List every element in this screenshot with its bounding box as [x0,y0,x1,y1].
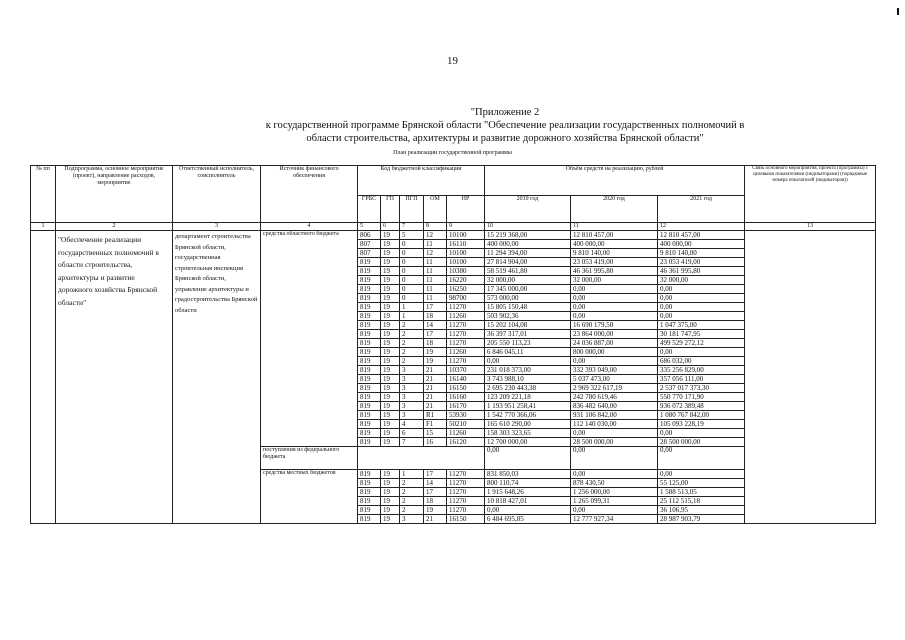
cell-np: 16150 [447,384,485,393]
cell-np: 11270 [447,339,485,348]
cell-y2021: 23 053 419,00 [658,258,745,267]
col-number: 9 [447,223,485,231]
cell-om: 18 [424,312,447,321]
cell-np: 11270 [447,321,485,330]
cell-om: 14 [424,321,447,330]
cell-y2021: 550 770 171,90 [658,393,745,402]
cell-y2019: 231 018 373,00 [485,366,571,375]
cell-y2019: 27 814 904,00 [485,258,571,267]
cell-y2020: 836 482 640,00 [571,402,658,411]
cell-om: 11 [424,267,447,276]
cell-y2019: 12 700 000,00 [485,438,571,447]
cell-grbs: 819 [358,285,381,294]
cell-y2020: 12 777 927,34 [571,515,658,524]
cell-gp: 19 [381,402,400,411]
col-header-2019: 2019 год [485,196,571,223]
cell-y2020: 0,00 [571,285,658,294]
cell-y2020: 400 000,00 [571,240,658,249]
cell-grbs: 819 [358,357,381,366]
cell-y2020: 12 810 457,00 [571,231,658,240]
cell-grbs: 807 [358,240,381,249]
col-header-2020: 2020 год [571,196,658,223]
cell-gp: 19 [381,249,400,258]
cell-gp: 19 [381,411,400,420]
cell-grbs: 819 [358,488,381,497]
cell-gp: 19 [381,470,400,479]
cell-om: 21 [424,384,447,393]
cell-np: 11260 [447,312,485,321]
cell-grbs: 819 [358,515,381,524]
cell-pgp: 3 [400,515,424,524]
cell-grbs: 819 [358,497,381,506]
cell-y2021: 9 810 140,00 [658,249,745,258]
cell-pgp: 0 [400,249,424,258]
cell-om: 11 [424,240,447,249]
cell-np: 11270 [447,303,485,312]
cell-y2021: 32 000,00 [658,276,745,285]
cell-np: 11260 [447,348,485,357]
cell-pgp: 0 [400,267,424,276]
cell-y2021: 0,00 [658,312,745,321]
cell-om: 17 [424,470,447,479]
cell-grbs: 819 [358,339,381,348]
cell-np: 16170 [447,402,485,411]
cell-pgp: 5 [400,231,424,240]
cell-om: 21 [424,402,447,411]
col-number: 10 [485,223,571,231]
cell-y2019: 123 209 221,18 [485,393,571,402]
cell-y2021: 357 056 111,00 [658,375,745,384]
cell-y2020: 0,00 [571,429,658,438]
cell-y2021: 0,00 [658,348,745,357]
cell-om: 18 [424,339,447,348]
cell-y2019: 10 818 427,01 [485,497,571,506]
cell-pgp: 2 [400,330,424,339]
cell-om: 17 [424,303,447,312]
col-header-source: Источник финансового обеспечения [261,166,358,223]
table-subtitle: План реализации государственной программы [393,150,512,156]
col-number: 13 [745,223,876,231]
cell-gp: 19 [381,357,400,366]
cell-om: 11 [424,294,447,303]
cell-grbs: 807 [358,249,381,258]
cell-y2020: 1 256 000,00 [571,488,658,497]
cell-grbs: 819 [358,375,381,384]
cell-y2020: 0,00 [571,447,658,470]
cell-y2021: 25 112 515,18 [658,497,745,506]
cell-y2019: 831 850,03 [485,470,571,479]
cell-y2019: 17 345 000,00 [485,285,571,294]
cell-grbs: 819 [358,267,381,276]
cell-y2020: 0,00 [571,506,658,515]
cell-np: 10100 [447,258,485,267]
cell-pgp: 2 [400,357,424,366]
cell-y2020: 16 690 179,50 [571,321,658,330]
cell-gp: 19 [381,497,400,506]
cell-np: 98700 [447,294,485,303]
col-header-num: № пп [31,166,56,223]
cell-gp: 19 [381,420,400,429]
cell-pgp: 3 [400,393,424,402]
cell-pgp: 3 [400,384,424,393]
col-number: 12 [658,223,745,231]
responsible-executor: департамент строительства Брянской области, государственная строительная инспекция Брянской области, управление архитектуры и градостроительства Брянской области [173,231,261,524]
cell-gp: 19 [381,240,400,249]
cell-pgp: 1 [400,312,424,321]
col-header-volume: Объём средств на реализацию, рублей [485,166,745,196]
cell-om: 21 [424,393,447,402]
cell-om: 12 [424,231,447,240]
cell-y2020: 46 361 995,80 [571,267,658,276]
cell-gp: 19 [381,393,400,402]
cell-y2021: 1 588 513,05 [658,488,745,497]
cell-grbs: 819 [358,402,381,411]
cell-gp: 19 [381,479,400,488]
cell-om: 15 [424,429,447,438]
cell-y2019: 400 000,00 [485,240,571,249]
cell-np: 11270 [447,479,485,488]
cell-num [31,231,56,524]
cell-np: 16150 [447,515,485,524]
cell-y2019: 0,00 [485,357,571,366]
cell-om: R1 [424,411,447,420]
plan-table-body [31,231,876,524]
col-header-grbs: ГРБС [358,196,381,223]
cell-grbs: 819 [358,366,381,375]
cell-y2021: 105 093 228,19 [658,420,745,429]
cell-y2019: 58 519 461,80 [485,267,571,276]
cell-grbs: 819 [358,312,381,321]
cell-om: 19 [424,357,447,366]
cell-y2021: 335 256 829,00 [658,366,745,375]
cell-om: F1 [424,420,447,429]
cell-gp: 19 [381,438,400,447]
cell-om: 12 [424,249,447,258]
cell-om: 14 [424,479,447,488]
cell-y2021: 28 987 903,79 [658,515,745,524]
cell-y2021: 0,00 [658,470,745,479]
cell-gp: 19 [381,330,400,339]
corner-mark [897,8,899,15]
cell-grbs: 819 [358,506,381,515]
cell-np: 11270 [447,488,485,497]
cell-y2021: 0,00 [658,429,745,438]
cell-y2021: 0,00 [658,303,745,312]
cell-pgp: 2 [400,506,424,515]
cell-y2021: 936 072 389,48 [658,402,745,411]
col-header-np: НР [447,196,485,223]
cell-grbs: 819 [358,258,381,267]
cell-y2019: 15 219 368,00 [485,231,571,240]
cell-pgp: 2 [400,339,424,348]
cell-om: 11 [424,285,447,294]
cell-pgp: 3 [400,375,424,384]
heading-line-1: "Приложение 2 [470,107,540,118]
cell-y2019: 36 397 317,01 [485,330,571,339]
cell-np: 16220 [447,276,485,285]
col-header-gp: ГП [381,196,400,223]
cell-np: 16140 [447,375,485,384]
col-number: 11 [571,223,658,231]
source-federal: поступления из федерального бюджета [261,447,358,470]
cell-grbs: 819 [358,348,381,357]
cell-gp: 19 [381,258,400,267]
cell-grbs: 819 [358,393,381,402]
cell-pgp: 4 [400,420,424,429]
cell-y2020: 800 000,00 [571,348,658,357]
cell-y2021: 0,00 [658,294,745,303]
cell-om: 17 [424,488,447,497]
source-local: средства местных бюджетов [261,470,358,524]
cell-pgp: 0 [400,258,424,267]
cell-np: 16250 [447,285,485,294]
cell-grbs: 819 [358,384,381,393]
cell-pgp: 0 [400,294,424,303]
cell-y2021: 55 125,00 [658,479,745,488]
cell-y2020: 32 000,00 [571,276,658,285]
cell-gp: 19 [381,384,400,393]
cell-y2020: 2 969 322 617,19 [571,384,658,393]
cell-y2020: 9 810 140,00 [571,249,658,258]
cell-np: 11270 [447,470,485,479]
cell-y2021: 0,00 [658,285,745,294]
col-number: 8 [424,223,447,231]
cell-y2020: 332 393 049,00 [571,366,658,375]
cell-np: 10370 [447,366,485,375]
cell-om: 16 [424,438,447,447]
cell-gp: 19 [381,303,400,312]
cell-gp: 19 [381,429,400,438]
cell-pgp: 1 [400,470,424,479]
cell-grbs: 819 [358,294,381,303]
cell-np: 11270 [447,497,485,506]
cell-y2019: 6 846 045,11 [485,348,571,357]
cell-y2019: 1 193 951 258,41 [485,402,571,411]
cell-y2021: 1 047 375,00 [658,321,745,330]
cell-y2019: 158 303 323,65 [485,429,571,438]
cell-pgp: 7 [400,438,424,447]
source-regional: средства областного бюджета [261,231,358,447]
cell-y2019: 503 902,36 [485,312,571,321]
cell-y2020: 0,00 [571,470,658,479]
cell-grbs: 819 [358,330,381,339]
cell-y2021: 686 032,00 [658,357,745,366]
cell-y2021: 28 500 000,00 [658,438,745,447]
cell-grbs: 819 [358,429,381,438]
cell-grbs: 819 [358,420,381,429]
cell-grbs: 819 [358,411,381,420]
cell-y2019: 1 542 770 366,06 [485,411,571,420]
cell-y2020: 28 500 000,00 [571,438,658,447]
cell-y2020: 112 140 030,00 [571,420,658,429]
cell-y2021: 1 080 767 842,00 [658,411,745,420]
document-heading [255,106,755,145]
cell-pgp: 2 [400,321,424,330]
cell-y2020: 0,00 [571,357,658,366]
col-header-indicators: Связь основного мероприятия, проекта (программы) с целевыми показателями (индикаторами) (порядковые номера показателей (индикаторов)) [745,166,876,223]
col-header-budget-code: Код бюджетной классификации [358,166,485,196]
cell-y2020: 24 036 887,00 [571,339,658,348]
cell-pgp: 2 [400,348,424,357]
cell-pgp: 0 [400,276,424,285]
cell-pgp: 0 [400,285,424,294]
cell-om: 21 [424,515,447,524]
cell-np: 16160 [447,393,485,402]
cell-np: 10380 [447,267,485,276]
cell-gp: 19 [381,366,400,375]
cell-y2019: 11 294 394,00 [485,249,571,258]
cell-grbs: 819 [358,479,381,488]
cell-y2020: 5 037 473,00 [571,375,658,384]
cell-pgp: 2 [400,488,424,497]
cell-om: 19 [424,348,447,357]
cell-np: 11270 [447,506,485,515]
col-header-2021: 2021 год [658,196,745,223]
col-number: 6 [381,223,400,231]
cell-y2019: 3 743 988,10 [485,375,571,384]
cell-np: 11270 [447,330,485,339]
cell-gp: 19 [381,515,400,524]
cell-np: 16110 [447,240,485,249]
cell-np: 50210 [447,420,485,429]
cell-pgp: 2 [400,497,424,506]
col-number: 4 [261,223,358,231]
cell-om: 11 [424,276,447,285]
cell-gp: 19 [381,348,400,357]
col-header-executor: Ответственный исполнитель, соисполнитель [173,166,261,223]
cell-pgp: 3 [400,366,424,375]
cell-pgp: 0 [400,240,424,249]
cell-gp: 19 [381,321,400,330]
cell-gp: 19 [381,488,400,497]
cell-np: 11270 [447,357,485,366]
cell-np: 53930 [447,411,485,420]
cell-gp: 19 [381,294,400,303]
col-header-om: ОМ [424,196,447,223]
cell-code-empty [358,447,485,470]
cell-pgp: 3 [400,402,424,411]
cell-y2020: 878 430,50 [571,479,658,488]
cell-gp: 19 [381,506,400,515]
cell-y2019: 573 000,00 [485,294,571,303]
col-number: 1 [31,223,56,231]
col-header-pgp: ПГП [400,196,424,223]
plan-table [30,165,876,524]
cell-y2020: 0,00 [571,312,658,321]
cell-om: 18 [424,497,447,506]
col-number: 5 [358,223,381,231]
cell-y2021: 12 810 457,00 [658,231,745,240]
cell-y2019: 205 550 113,23 [485,339,571,348]
cell-gp: 19 [381,312,400,321]
col-number: 2 [56,223,173,231]
cell-y2020: 931 106 842,00 [571,411,658,420]
cell-y2021: 400 000,00 [658,240,745,249]
main-activity-name: "Обеспечение реализации государственных полномочий в области строительства, архитектуры и развитие дорожного хозяйства Брянской области" [56,231,173,524]
cell-om: 19 [424,506,447,515]
cell-y2020: 0,00 [571,294,658,303]
cell-pgp: 3 [400,411,424,420]
heading-line-2: к государственной программе Брянской области "Обеспечение реализации государственных полномочий в области строительства, архитектуры и развитие дорожного хозяйства Брянской области" [265,120,745,144]
cell-y2020: 0,00 [571,303,658,312]
cell-om: 21 [424,366,447,375]
cell-pgp: 2 [400,479,424,488]
cell-pgp: 6 [400,429,424,438]
cell-y2019: 32 000,00 [485,276,571,285]
page-number: 19 [447,55,458,67]
cell-pgp: 1 [400,303,424,312]
cell-om: 17 [424,330,447,339]
col-header-subprogram: Подпрограмма, основное мероприятие (проект), направление расходов, мероприятие [56,166,173,223]
cell-gp: 19 [381,276,400,285]
cell-y2021: 0,00 [658,447,745,470]
cell-grbs: 806 [358,231,381,240]
cell-grbs: 819 [358,303,381,312]
cell-grbs: 819 [358,321,381,330]
col-number: 3 [173,223,261,231]
cell-y2020: 242 780 619,46 [571,393,658,402]
cell-om: 11 [424,258,447,267]
cell-np: 11260 [447,429,485,438]
cell-y2021: 30 181 747,95 [658,330,745,339]
cell-y2021: 499 529 272,12 [658,339,745,348]
cell-np: 16120 [447,438,485,447]
cell-gp: 19 [381,231,400,240]
cell-y2019: 2 695 230 443,38 [485,384,571,393]
cell-y2021: 36 106,95 [658,506,745,515]
cell-np: 10100 [447,249,485,258]
cell-np: 10100 [447,231,485,240]
cell-y2019: 6 484 695,85 [485,515,571,524]
cell-grbs: 819 [358,438,381,447]
table-row [31,231,876,240]
cell-y2019: 0,00 [485,506,571,515]
cell-gp: 19 [381,267,400,276]
cell-y2020: 23 053 419,00 [571,258,658,267]
cell-y2021: 46 361 995,80 [658,267,745,276]
cell-y2019: 15 805 150,48 [485,303,571,312]
cell-y2020: 23 864 000,00 [571,330,658,339]
cell-gp: 19 [381,339,400,348]
cell-grbs: 819 [358,276,381,285]
cell-y2019: 800 110,74 [485,479,571,488]
cell-y2020: 1 265 099,31 [571,497,658,506]
column-number-row [31,223,876,231]
cell-gp: 19 [381,285,400,294]
cell-grbs: 819 [358,470,381,479]
cell-y2021: 2 537 017 373,30 [658,384,745,393]
cell-y2019: 0,00 [485,447,571,470]
cell-y2019: 1 915 648,26 [485,488,571,497]
cell-gp: 19 [381,375,400,384]
col-number: 7 [400,223,424,231]
cell-indicators [745,231,876,524]
cell-y2019: 15 202 104,08 [485,321,571,330]
header-row-1 [31,166,876,196]
cell-om: 21 [424,375,447,384]
cell-y2019: 165 610 290,00 [485,420,571,429]
